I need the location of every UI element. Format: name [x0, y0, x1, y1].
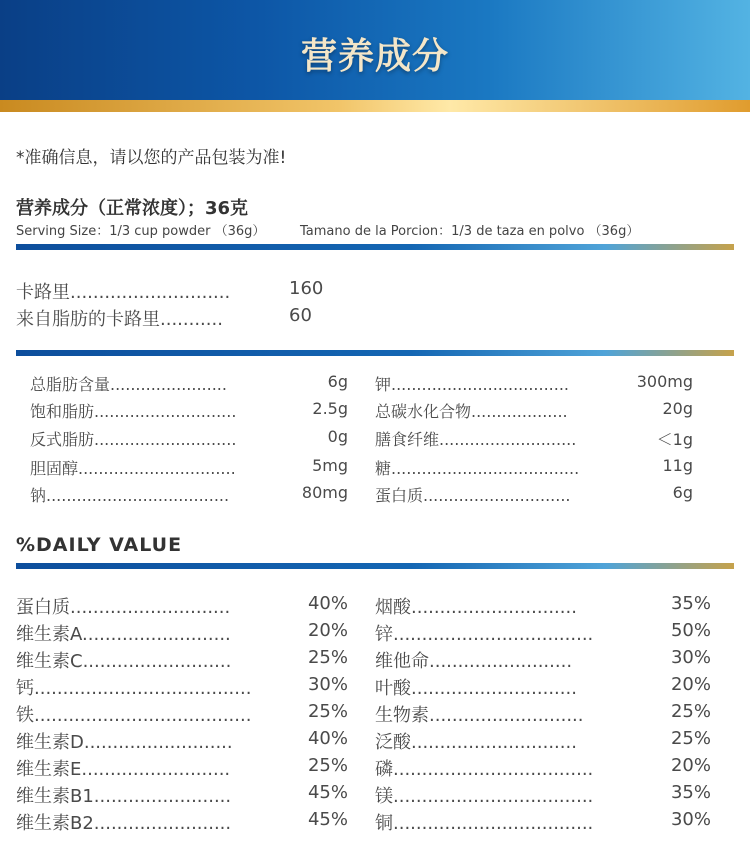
- header-gold-line: [0, 100, 750, 112]
- dv-label: 镁...................................: [375, 786, 594, 807]
- dv-label: 钙......................................: [16, 678, 252, 699]
- dv-value: 40%: [307, 593, 348, 614]
- serving-size-en: Serving Size：1/3 cup powder （36g）: [16, 224, 266, 239]
- divider-bar: [16, 244, 734, 250]
- nutrient-label: 饱和脂肪............................: [30, 402, 237, 421]
- dv-value: 50%: [670, 620, 711, 641]
- dv-label: 维生素A..........................: [16, 624, 231, 645]
- nutrient-label: 钠....................................: [30, 486, 230, 505]
- dv-value: 20%: [307, 620, 348, 641]
- nutrient-label: 胆固醇...............................: [30, 459, 236, 478]
- fat-calories-label: 来自脂肪的卡路里...........: [16, 309, 223, 330]
- nutrient-value: ＜1g: [656, 430, 693, 449]
- nutrient-value: 80mg: [301, 483, 348, 502]
- dv-label: 维生素E..........................: [16, 759, 231, 780]
- divider-bar: [16, 350, 734, 356]
- nutrient-value: 0g: [327, 427, 348, 446]
- nutrient-value: 11g: [662, 456, 693, 475]
- dv-value: 25%: [670, 728, 711, 749]
- dv-label: 维生素B1........................: [16, 786, 232, 807]
- nutrient-label: 糖.....................................: [375, 459, 580, 478]
- dv-label: 铁......................................: [16, 705, 252, 726]
- dv-label: 泛酸.............................: [375, 732, 577, 753]
- nutrient-label: 总碳水化合物...................: [375, 402, 568, 421]
- nutrient-value: 5mg: [312, 456, 348, 475]
- calories-label: 卡路里............................: [16, 282, 231, 303]
- dv-value: 25%: [307, 647, 348, 668]
- dv-label: 维生素B2........................: [16, 813, 232, 834]
- nutrient-label: 反式脂肪............................: [30, 430, 237, 449]
- nutrient-value: 6g: [327, 372, 348, 391]
- dv-label: 叶酸.............................: [375, 678, 577, 699]
- dv-value: 30%: [307, 674, 348, 695]
- dv-label: 维生素D..........................: [16, 732, 233, 753]
- nutrient-value: 2.5g: [312, 399, 348, 418]
- header-banner: [0, 0, 750, 112]
- dv-value: 25%: [670, 701, 711, 722]
- dv-value: 25%: [307, 755, 348, 776]
- nutrient-value: 20g: [662, 399, 693, 418]
- page-title: 营养成分: [300, 36, 449, 77]
- nutrient-label: 总脂肪含量.......................: [30, 375, 227, 394]
- serving-title: 营养成分（正常浓度）；36克: [16, 198, 249, 219]
- divider-bar: [16, 563, 734, 569]
- disclaimer-note: *准确信息，请以您的产品包装为准!: [16, 148, 287, 168]
- dv-value: 35%: [670, 593, 711, 614]
- nutrient-label: 钾...................................: [375, 375, 570, 394]
- dv-label: 磷...................................: [375, 759, 594, 780]
- dv-label: 生物素...........................: [375, 705, 584, 726]
- dv-value: 20%: [670, 674, 711, 695]
- dv-label: 锌...................................: [375, 624, 594, 645]
- nutrient-value: 300mg: [636, 372, 693, 391]
- dv-value: 45%: [307, 782, 348, 803]
- nutrient-value: 6g: [672, 483, 693, 502]
- dv-value: 30%: [670, 647, 711, 668]
- calories-value: 160: [289, 278, 324, 299]
- nutrient-label: 膳食纤维...........................: [375, 430, 577, 449]
- dv-value: 45%: [307, 809, 348, 830]
- dv-label: 维生素C..........................: [16, 651, 232, 672]
- dv-label: 烟酸.............................: [375, 597, 577, 618]
- dv-label: 蛋白质............................: [16, 597, 231, 618]
- dv-value: 40%: [307, 728, 348, 749]
- daily-value-title: %DAILY VALUE: [16, 534, 183, 556]
- dv-value: 20%: [670, 755, 711, 776]
- dv-value: 30%: [670, 809, 711, 830]
- nutrient-label: 蛋白质.............................: [375, 486, 571, 505]
- dv-label: 维他命.........................: [375, 651, 573, 672]
- dv-value: 25%: [307, 701, 348, 722]
- dv-value: 35%: [670, 782, 711, 803]
- serving-size-es: Tamano de la Porcion：1/3 de taza en polvo （36g）: [300, 224, 640, 239]
- dv-label: 铜...................................: [375, 813, 594, 834]
- fat-calories-value: 60: [289, 305, 312, 326]
